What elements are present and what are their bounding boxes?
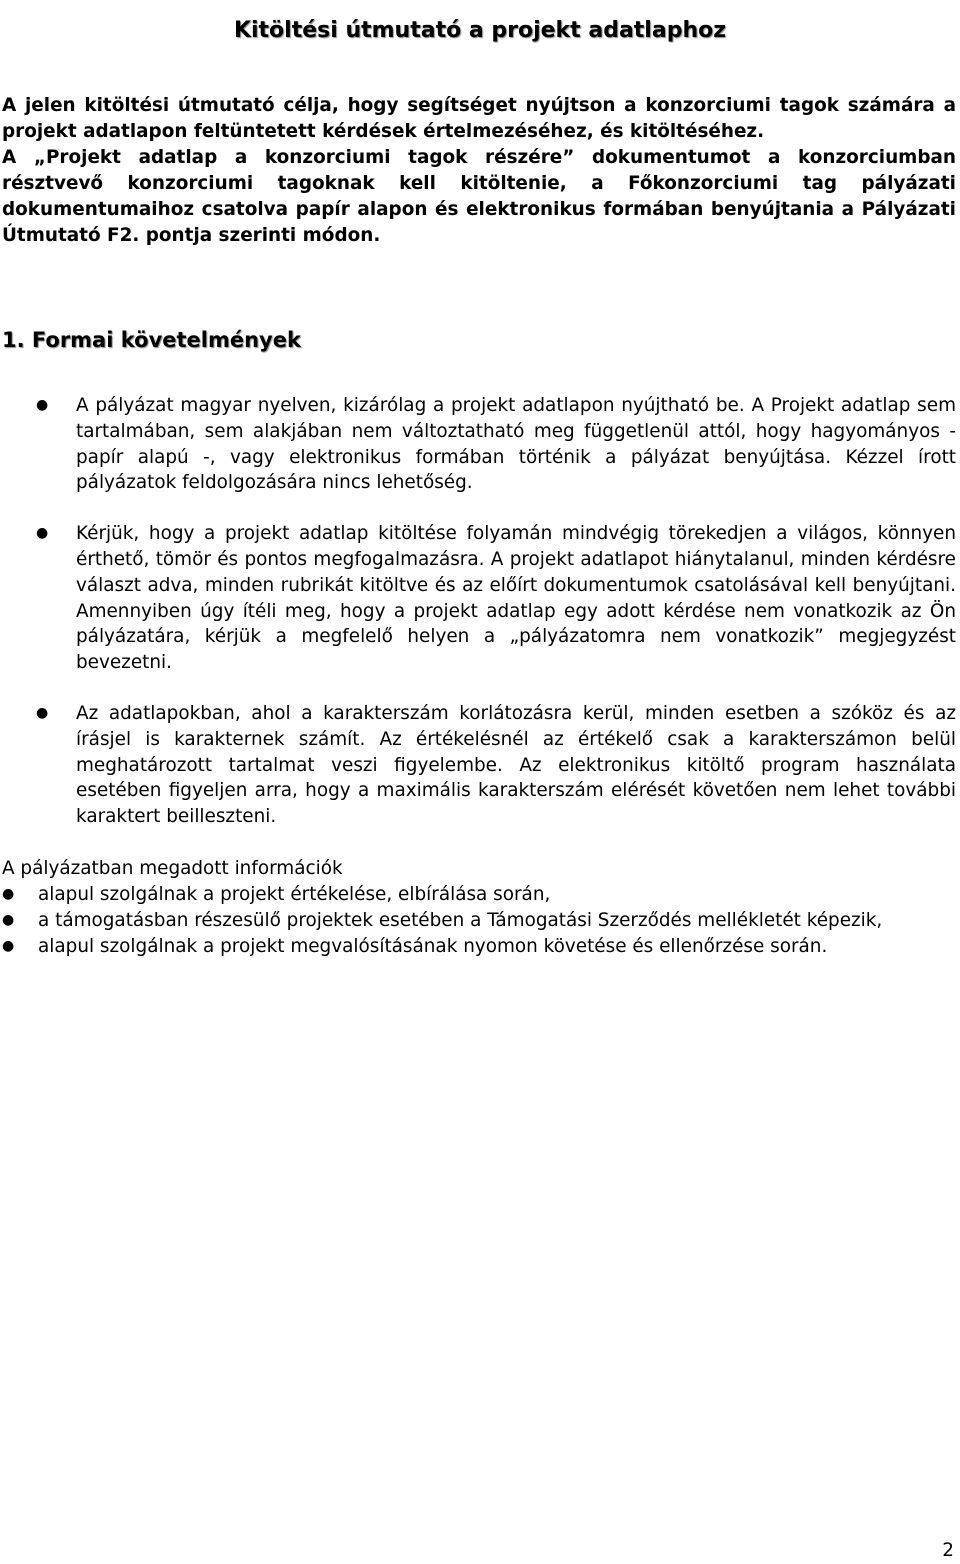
list-item-text: a támogatásban részesülő projektek esetében a Támogatási Szerződés mellékletét képezik, [38, 909, 883, 931]
intro-paragraph-purpose: A jelen kitöltési útmutató célja, hogy segítséget nyújtson a konzorciumi tagok számára a projekt adatlapon feltüntetett kérdések értelmezéséhez, és kitöltéséhez. [2, 95, 956, 142]
list-item-text: alapul szolgálnak a projekt megvalósításának nyomon követése és ellenőrzése során. [38, 935, 828, 957]
section-heading-formal-requirements: 1. Formai követelmények [2, 328, 301, 352]
info-lead-text: A pályázatban megadott információk [2, 858, 343, 879]
list-item-text: Az adatlapokban, ahol a karakterszám korlátozásra kerül, minden esetben a szóköz és az írásjel is karakternek számít. Az értékelésnél az értékelő csak a karakterszámon belül meghatározott tartalmat veszi figyelembe. Az elektronikus kitöltő program használata esetében figyeljen arra, hogy a maximális karakterszám elérését követően nem lehet további karaktert beilleszteni. [76, 702, 956, 828]
list-item-text: Kérjük, hogy a projekt adatlap kitöltése folyamán mindvégig törekedjen a világos, könnyen érthető, tömör és pontos megfogalmazásra. A projekt adatlapot hiánytalanul, minden kérdésre választ adva, minden rubrikát kitöltve és az előírt dokumentumok csatolásával kell benyújtani. Amennyiben úgy ítéli meg, hogy a projekt adatlap egy adott kérdése nem vonatkozik az Ön pályázatára, kérjük a megfelelő helyen a „pályázatomra nem vonatkozik” megjegyzést bevezetni. [76, 523, 956, 674]
bullet-icon: ● [2, 937, 15, 954]
list-item [0, 701, 956, 830]
bullet-icon: ● [36, 397, 49, 413]
info-usage-list [0, 882, 960, 959]
list-item [0, 934, 956, 960]
list-item [0, 882, 956, 908]
page-number: 2 [942, 1540, 954, 1561]
bullet-icon: ● [36, 525, 49, 542]
list-item-text: A pályázat magyar nyelven, kizárólag a projekt adatlapon nyújtható be. A Projekt adatlap sem tartalmában, sem alakjában nem változtatható meg függetlenül attól, hogy hagyományos - papír alapú -, vagy elektronikus formában történik a pályázat benyújtása. Kézzel írott pályázatok feldolgozására nincs lehetőség. [76, 395, 956, 494]
intro-block [2, 93, 956, 248]
bullet-icon: ● [2, 911, 15, 928]
bullet-icon: ● [2, 886, 15, 902]
list-item [0, 521, 956, 676]
intro-paragraph-instructions: A „Projekt adatlap a konzorciumi tagok részére” dokumentumot a konzorciumban résztvevő konzorciumi tagoknak kell kitöltenie, a Főkonzorciumi tag pályázati dokumentumaihoz csatolva papír alapon és elektronikus formában benyújtania a Pályázati Útmutató F2. pontja szerinti módon. [2, 146, 956, 246]
formal-requirements-list [0, 393, 960, 855]
page-title: Kitöltési útmutató a projekt adatlaphoz [233, 17, 727, 43]
list-item-text: alapul szolgálnak a projekt értékelése, elbírálása során, [38, 884, 551, 905]
list-item [0, 393, 956, 496]
list-item [0, 908, 956, 934]
bullet-icon: ● [36, 704, 49, 721]
